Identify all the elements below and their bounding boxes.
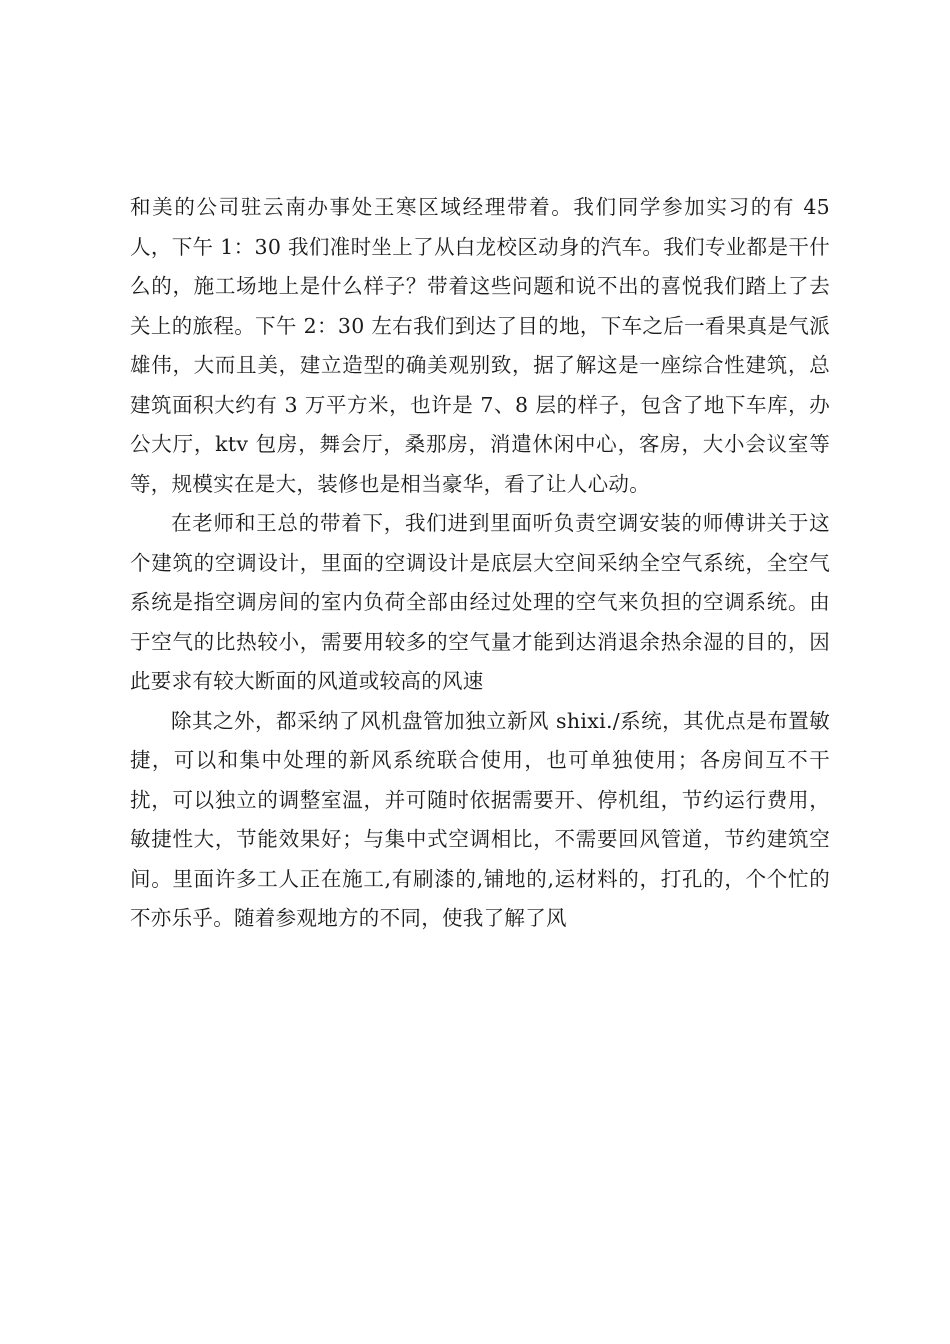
paragraph-2: 在老师和王总的带着下，我们进到里面听负责空调安装的师傅讲关于这个建筑的空调设计，里面的空调设计是底层大空间采纳全空气系统，全空气系统是指空调房间的室内负荷全部由经过处理的空气来负担的空调系统。由于空气的比热较小，需要用较多的空气量才能到达消退余热余湿的目的，因此要求有较大断面的风道或较高的风速 <box>130 511 830 693</box>
paragraph-3: 除其之外，都采纳了风机盘管加独立新风 shixi./系统，其优点是布置敏捷，可以和集中处理的新风系统联合使用，也可单独使用；各房间互不干扰，可以独立的调整室温，并可随时依据需要开、停机组，节约运行费用，敏捷性大，节能效果好；与集中式空调相比，不需要回风管道，节约建筑空间。里面许多工人正在施工,有刷漆的,铺地的,运材料的，打孔的，个个忙的不亦乐乎。随着参观地方的不同，使我了解了风 <box>130 708 830 930</box>
body-text <box>130 188 830 939</box>
paragraph-1: 和美的公司驻云南办事处王寒区域经理带着。我们同学参加实习的有 45 人，下午 1：30 我们准时坐上了从白龙校区动身的汽车。我们专业都是干什么的，施工场地上是什么样子？带着这些问题和说不出的喜悦我们踏上了去关上的旅程。下午 2：30 左右我们到达了目的地，下车之后一看果真是气派雄伟，大而且美，建立造型的确美观别致，据了解这是一座综合性建筑，总建筑面积大约有 3 万平方米，也许是 7、8 层的样子，包含了地下车库，办公大厅，ktv 包房，舞会厅，桑那房，消遣休闲中心，客房，大小会议室等等，规模实在是大，装修也是相当豪华，看了让人心动。 <box>130 195 830 496</box>
